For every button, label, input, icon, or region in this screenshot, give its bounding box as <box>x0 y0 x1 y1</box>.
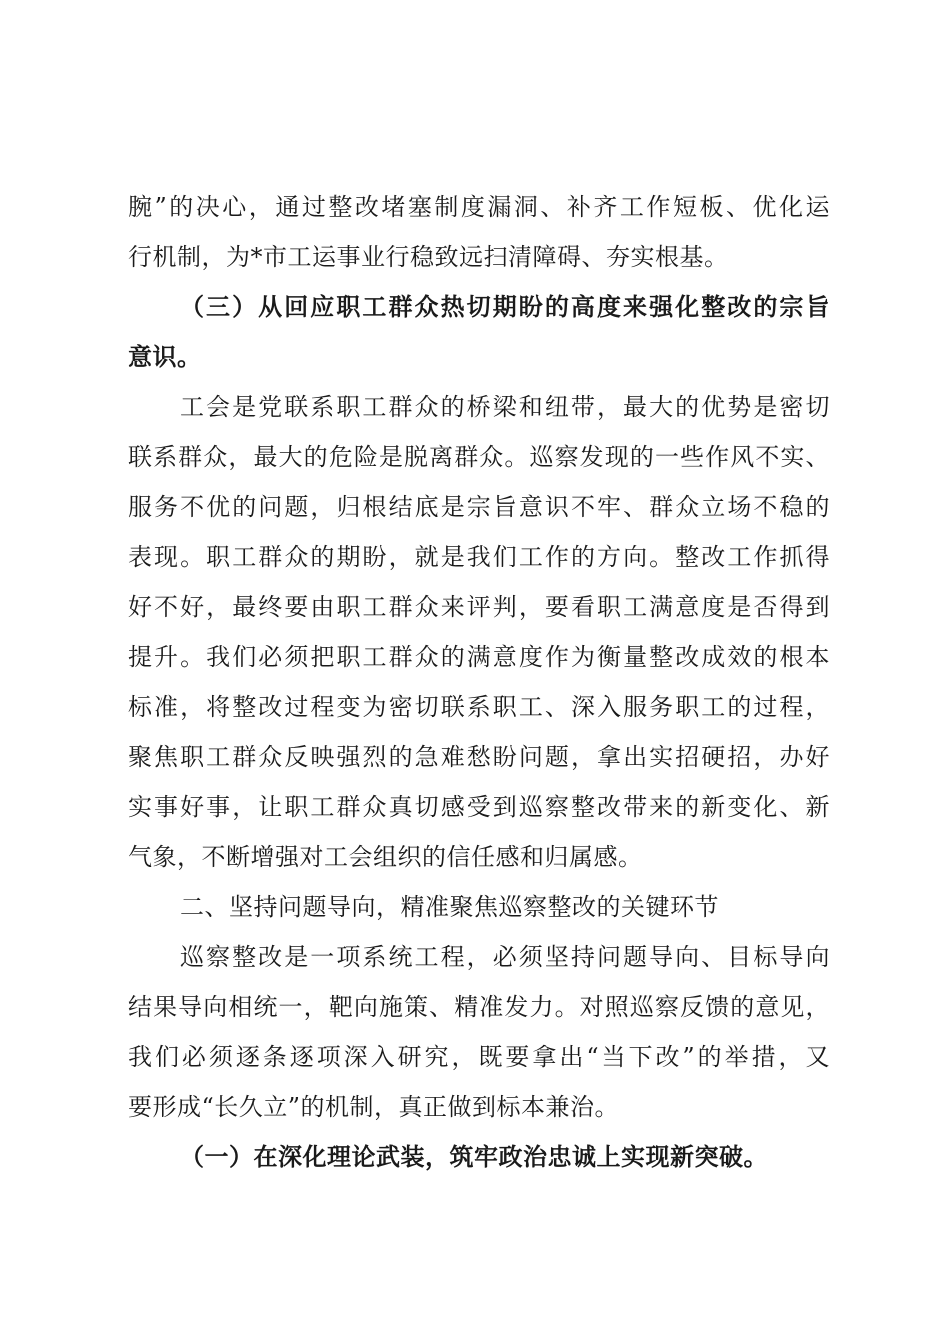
text-line: 好不好，最终要由职工群众来评判，要看职工满意度是否得到 <box>128 593 830 621</box>
text-line: 巡察整改是一项系统工程，必须坚持问题导向、目标导向 <box>180 943 830 971</box>
section-heading-3 <box>128 282 830 382</box>
text-line: 腕”的决心，通过整改堵塞制度漏洞、补齐工作短板、优化运 <box>128 193 830 221</box>
text-line: 结果导向相统一，靶向施策、精准发力。对照巡察反馈的意见， <box>128 993 830 1021</box>
paragraph-union-role <box>128 382 830 882</box>
text-line: 表现。职工群众的期盼，就是我们工作的方向。整改工作抓得 <box>128 543 830 571</box>
text-line: 聚焦职工群众反映强烈的急难愁盼问题，拿出实招硬招，办好 <box>128 743 830 771</box>
heading-line: 意识。 <box>128 343 202 371</box>
paragraph-continuation <box>128 182 830 282</box>
paragraph-rectification <box>128 932 830 1132</box>
text-line: 要形成“长久立”的机制，真正做到标本兼治。 <box>128 1093 620 1121</box>
section-heading-3 <box>128 1132 830 1182</box>
text-line: 联系群众，最大的危险是脱离群众。巡察发现的一些作风不实、 <box>128 443 830 471</box>
text-line: 我们必须逐条逐项深入研究，既要拿出“当下改”的举措，又 <box>128 1043 830 1071</box>
text-line: 气象，不断增强对工会组织的信任感和归属感。 <box>128 843 643 871</box>
text-line: 服务不优的问题，归根结底是宗旨意识不牢、群众立场不稳的 <box>128 493 830 521</box>
text-line: 提升。我们必须把职工群众的满意度作为衡量整改成效的根本 <box>128 643 830 671</box>
text-line: 行机制，为*市工运事业行稳致远扫清障碍、夯实根基。 <box>128 243 729 271</box>
heading-line: （一）在深化理论武装，筑牢政治忠诚上实现新突破。 <box>180 1143 768 1171</box>
heading-line: （三）从回应职工群众热切期盼的高度来强化整改的宗旨 <box>180 293 830 321</box>
text-line: 标准，将整改过程变为密切联系职工、深入服务职工的过程， <box>128 693 830 721</box>
text-line: 实事好事，让职工群众真切感受到巡察整改带来的新变化、新 <box>128 793 830 821</box>
text-line: 工会是党联系职工群众的桥梁和纽带，最大的优势是密切 <box>180 393 830 421</box>
heading-line: 二、坚持问题导向，精准聚焦巡察整改的关键环节 <box>180 893 719 921</box>
document-body <box>128 182 830 1182</box>
section-heading-2 <box>128 882 830 932</box>
